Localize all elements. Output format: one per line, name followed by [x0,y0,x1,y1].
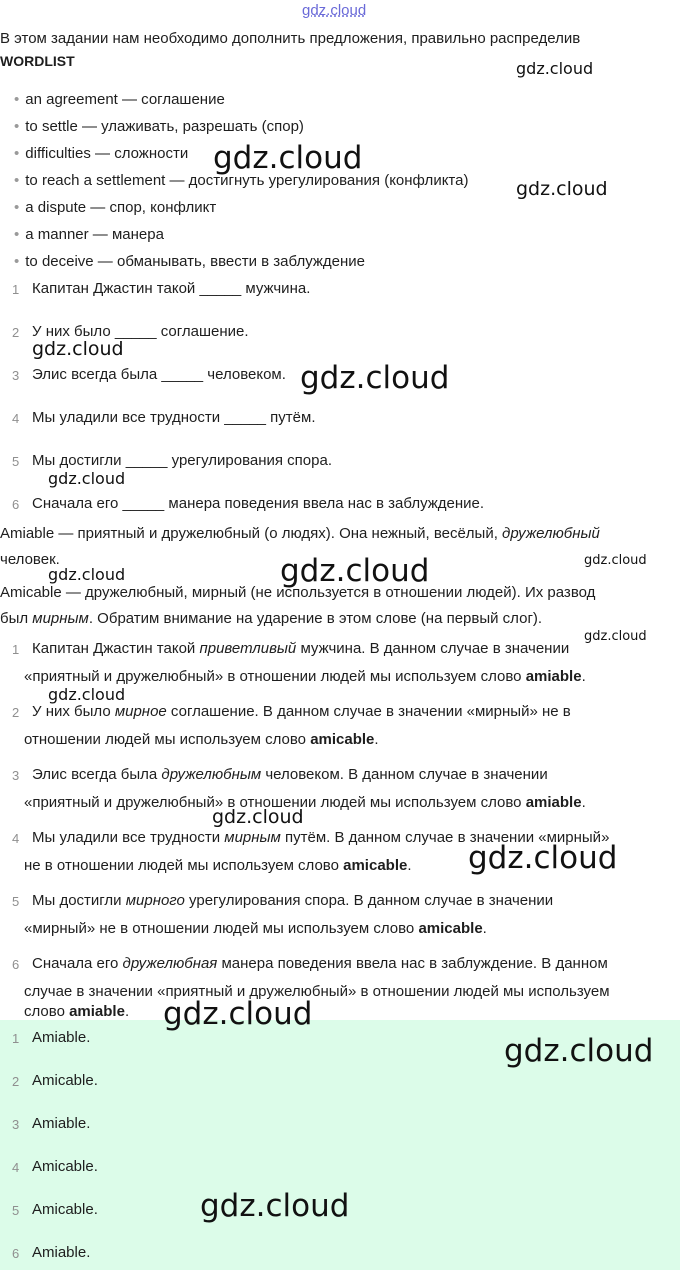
explanation-amicable: Amicable — дружелюбный, мирный (не используется в отношении людей). Их развод [0,584,596,601]
watermark: gdz.cloud [200,1188,350,1224]
answer-number: 2 [12,1074,20,1089]
watermark: gdz.cloud [300,360,450,396]
bullet-icon: • [14,253,20,270]
bullet-icon: • [14,199,20,216]
explanation-amiable-cont: человек. [0,551,60,568]
bullet-icon: • [14,226,20,243]
explained-line: случае в значении «приятный и дружелюбный» в отношении людей мы используем [24,983,610,1000]
answer-number: 6 [12,1246,20,1261]
explained-number: 5 [12,894,20,909]
wordlist-item: • difficulties — сложности [14,145,189,162]
sentence-number: 3 [12,368,20,383]
explanation-amicable-cont: был мирным. Обратим внимание на ударение в этом слове (на первый слог). [0,610,543,627]
answer-text: Amicable. [32,1158,98,1175]
explained-number: 6 [12,957,20,972]
wordlist-item: • to settle — улаживать, разрешать (спор) [14,118,304,135]
site-logo[interactable]: gdz.cloud [302,2,367,19]
intro-text: В этом задании нам необходимо дополнить предложения, правильно распределив [0,30,581,47]
wordlist-item: • a manner — манера [14,226,164,243]
explained-line: слово amiable. [24,1003,130,1020]
explained-line: не в отношении людей мы используем слово amicable. [24,857,412,874]
explained-number: 3 [12,768,20,783]
wordlist-item: • to reach a settlement — достигнуть урегулирования (конфликта) [14,172,469,189]
watermark: gdz.cloud [280,553,430,589]
watermark: gdz.cloud [163,996,313,1032]
watermark: gdz.cloud [584,553,647,568]
explained-line: Мы достигли мирного урегулирования спора. В данном случае в значении [32,892,554,909]
sentence-text: Сначала его _____ манера поведения ввела нас в заблуждение. [32,495,485,512]
watermark: gdz.cloud [48,469,126,488]
watermark: gdz.cloud [516,59,594,78]
watermark: gdz.cloud [32,338,124,360]
sentence-text: Мы уладили все трудности _____ путём. [32,409,316,426]
wordlist-title: WORDLIST [0,53,75,69]
watermark: gdz.cloud [584,629,647,644]
watermark: gdz.cloud [212,806,304,828]
sentence-text: У них было _____ соглашение. [32,323,249,340]
explained-line: У них было мирное соглашение. В данном случае в значении «мирный» не в [32,703,571,720]
watermark: gdz.cloud [213,140,363,176]
answer-number: 5 [12,1203,20,1218]
answer-text: Amicable. [32,1201,98,1218]
answer-number: 3 [12,1117,20,1132]
explained-line: «приятный и дружелюбный» в отношении людей мы используем слово amiable. [24,794,586,811]
bullet-icon: • [14,91,20,108]
explanation-amiable: Amiable — приятный и дружелюбный (о людях). Она нежный, весёлый, дружелюбный [0,525,600,542]
watermark: gdz.cloud [48,685,126,704]
wordlist-item: • a dispute — спор, конфликт [14,199,217,216]
wordlist-item: • an agreement — соглашение [14,91,225,108]
answer-number: 1 [12,1031,20,1046]
bullet-icon: • [14,118,20,135]
explained-line: «мирный» не в отношении людей мы используем слово amicable. [24,920,487,937]
explained-line: Капитан Джастин такой приветливый мужчина. В данном случае в значении [32,640,570,657]
sentence-text: Капитан Джастин такой _____ мужчина. [32,280,311,297]
sentence-text: Мы достигли _____ урегулирования спора. [32,452,332,469]
sentence-number: 4 [12,411,20,426]
explained-number: 4 [12,831,20,846]
explained-number: 1 [12,642,20,657]
answer-text: Amicable. [32,1072,98,1089]
wordlist-item: • to deceive — обманывать, ввести в заблуждение [14,253,365,270]
sentence-number: 6 [12,497,20,512]
sentence-number: 5 [12,454,20,469]
explained-line: «приятный и дружелюбный» в отношении людей мы используем слово amiable. [24,668,586,685]
explained-line: Мы уладили все трудности мирным путём. В данном случае в значении «мирный» [32,829,610,846]
explained-line: Элис всегда была дружелюбным человеком. В данном случае в значении [32,766,548,783]
bullet-icon: • [14,172,20,189]
watermark: gdz.cloud [504,1033,654,1069]
explained-number: 2 [12,705,20,720]
bullet-icon: • [14,145,20,162]
sentence-number: 1 [12,282,20,297]
explained-line: Сначала его дружелюбная манера поведения ввела нас в заблуждение. В данном [32,955,608,972]
answer-text: Amiable. [32,1115,91,1132]
sentence-text: Элис всегда была _____ человеком. [32,366,286,383]
watermark: gdz.cloud [468,840,618,876]
answer-number: 4 [12,1160,20,1175]
explained-line: отношении людей мы используем слово amicable. [24,731,379,748]
sentence-number: 2 [12,325,20,340]
watermark: gdz.cloud [516,178,608,200]
watermark: gdz.cloud [48,565,126,584]
answer-text: Amiable. [32,1244,91,1261]
answer-text: Amiable. [32,1029,91,1046]
